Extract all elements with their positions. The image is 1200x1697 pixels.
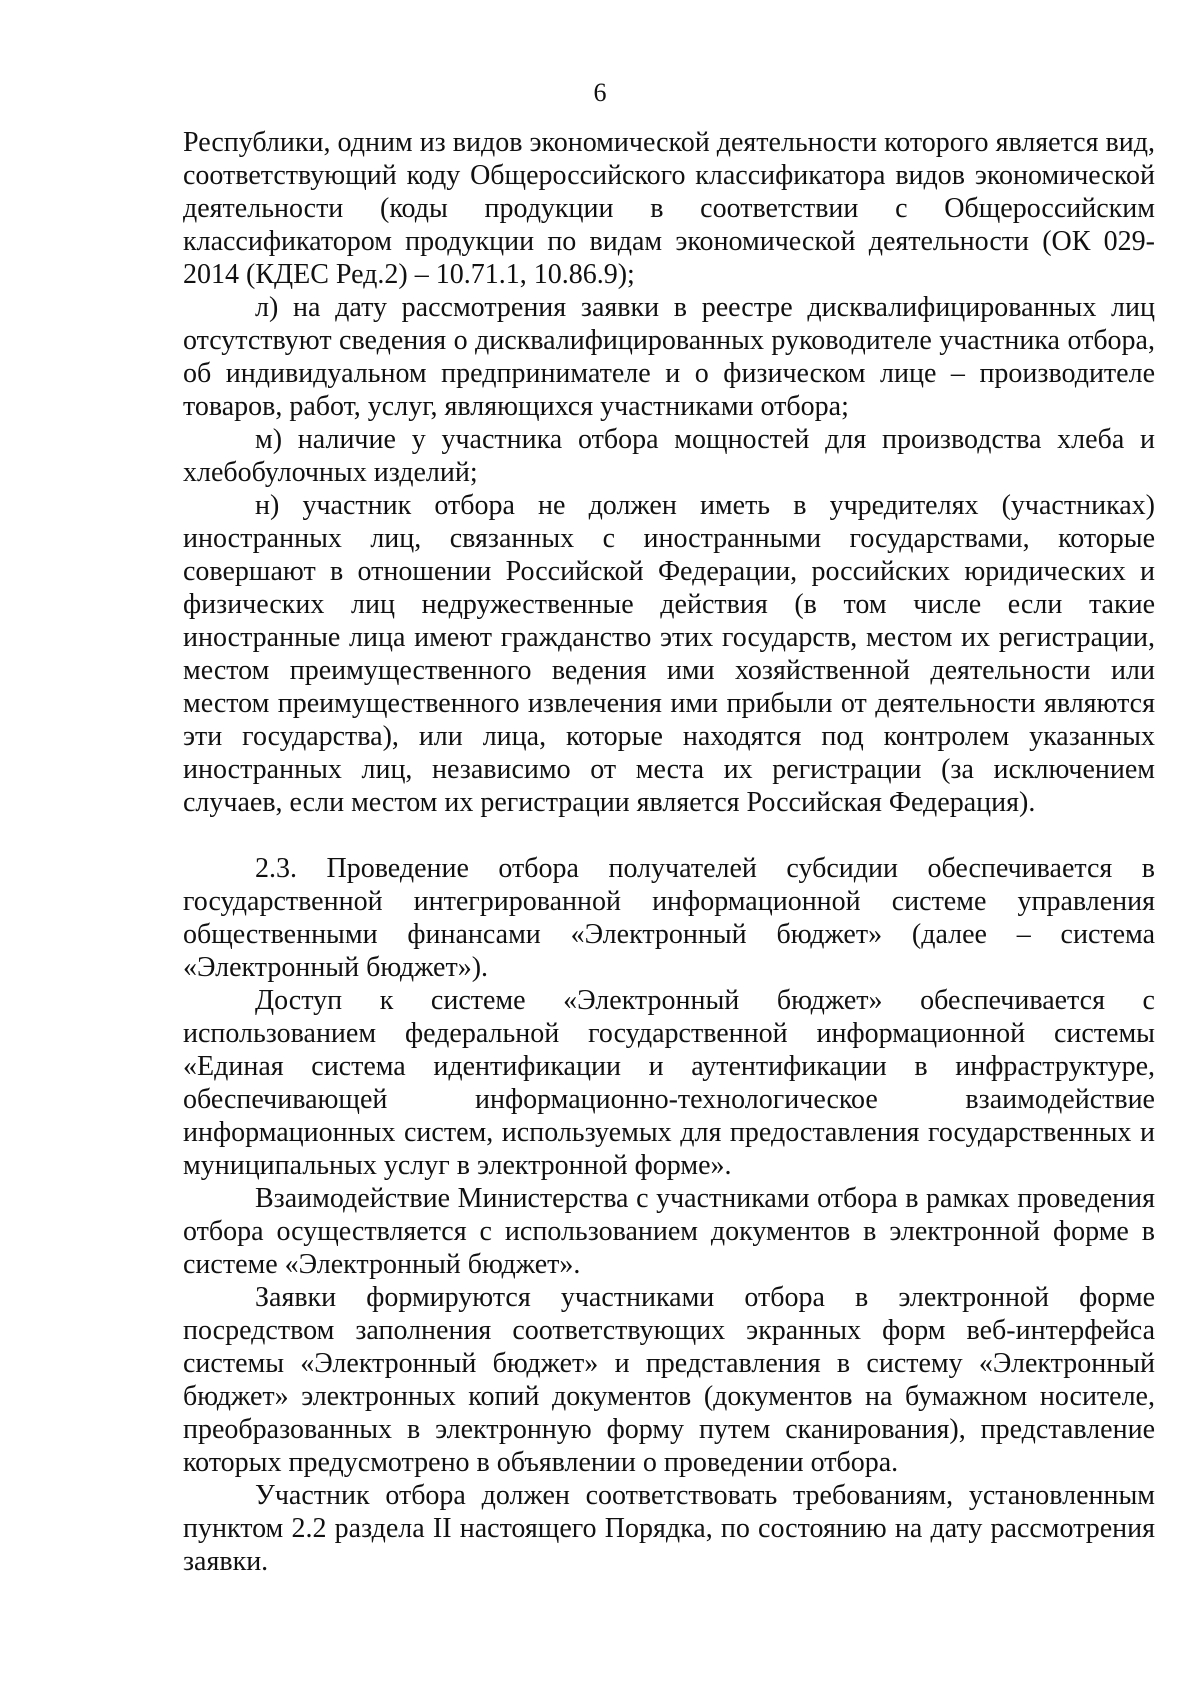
paragraph-interaction: Взаимодействие Министерства с участниками отбора в рамках проведения отбора осуществляется с использованием документов в электронной форме в системе «Электронный бюджет».	[183, 1183, 1155, 1280]
paragraph-item-n: н) участник отбора не должен иметь в учредителях (участниках) иностранных лиц, связанных с иностранными государствами, которые совершают в отношении Российской Федерации, российских юридических и физических лиц недружественные действия (в том числе если такие иностранные лица имеют гражданство этих государств, местом их регистрации, местом преимущественного ведения ими хозяйственной деятельности или местом преимущественного извлечения ими прибыли от деятельности являются эти государства), или лица, которые находятся под контролем указанных иностранных лиц, независимо от места их регистрации (за исключением случаев, если местом их регистрации является Российская Федерация).	[183, 490, 1155, 818]
paragraph-continuation: Республики, одним из видов экономической деятельности которого является вид, соответствующий коду Общероссийского классификатора видов экономической деятельности (коды продукции в соответствии с Общероссийским классификатором продукции по видам экономической деятельности (ОК 029-2014 (КДЕС Ред.2) – 10.71.1, 10.86.9);	[183, 127, 1155, 290]
paragraph-section-2-3: 2.3. Проведение отбора получателей субсидии обеспечивается в государственной интегрированной информационной системе управления общественными финансами «Электронный бюджет» (далее – система «Электронный бюджет»).	[183, 853, 1155, 983]
page-number: 6	[593, 78, 607, 107]
paragraph-item-m: м) наличие у участника отбора мощностей для производства хлеба и хлебобулочных изделий;	[183, 424, 1155, 488]
document-body	[183, 126, 1155, 1578]
paragraph-access: Доступ к системе «Электронный бюджет» обеспечивается с использованием федеральной государственной информационной системы «Единая система идентификации и аутентификации в инфраструктуре, обеспечивающей информационно-технологическое взаимодействие информационных систем, используемых для предоставления государственных и муниципальных услуг в электронной форме».	[183, 985, 1155, 1181]
paragraph-item-l: л) на дату рассмотрения заявки в реестре дисквалифицированных лиц отсутствуют сведения о дисквалифицированных руководителе участника отбора, об индивидуальном предпринимателе и о физическом лице – производителе товаров, работ, услуг, являющихся участниками отбора;	[183, 292, 1155, 422]
paragraph-applications: Заявки формируются участниками отбора в электронной форме посредством заполнения соответствующих экранных форм веб-интерфейса системы «Электронный бюджет» и представления в систему «Электронный бюджет» электронных копий документов (документов на бумажном носителе, преобразованных в электронную форму путем сканирования), представление которых предусмотрено в объявлении о проведении отбора.	[183, 1282, 1155, 1478]
paragraph-requirements: Участник отбора должен соответствовать требованиям, установленным пунктом 2.2 раздела II настоящего Порядка, по состоянию на дату рассмотрения заявки.	[183, 1480, 1155, 1577]
